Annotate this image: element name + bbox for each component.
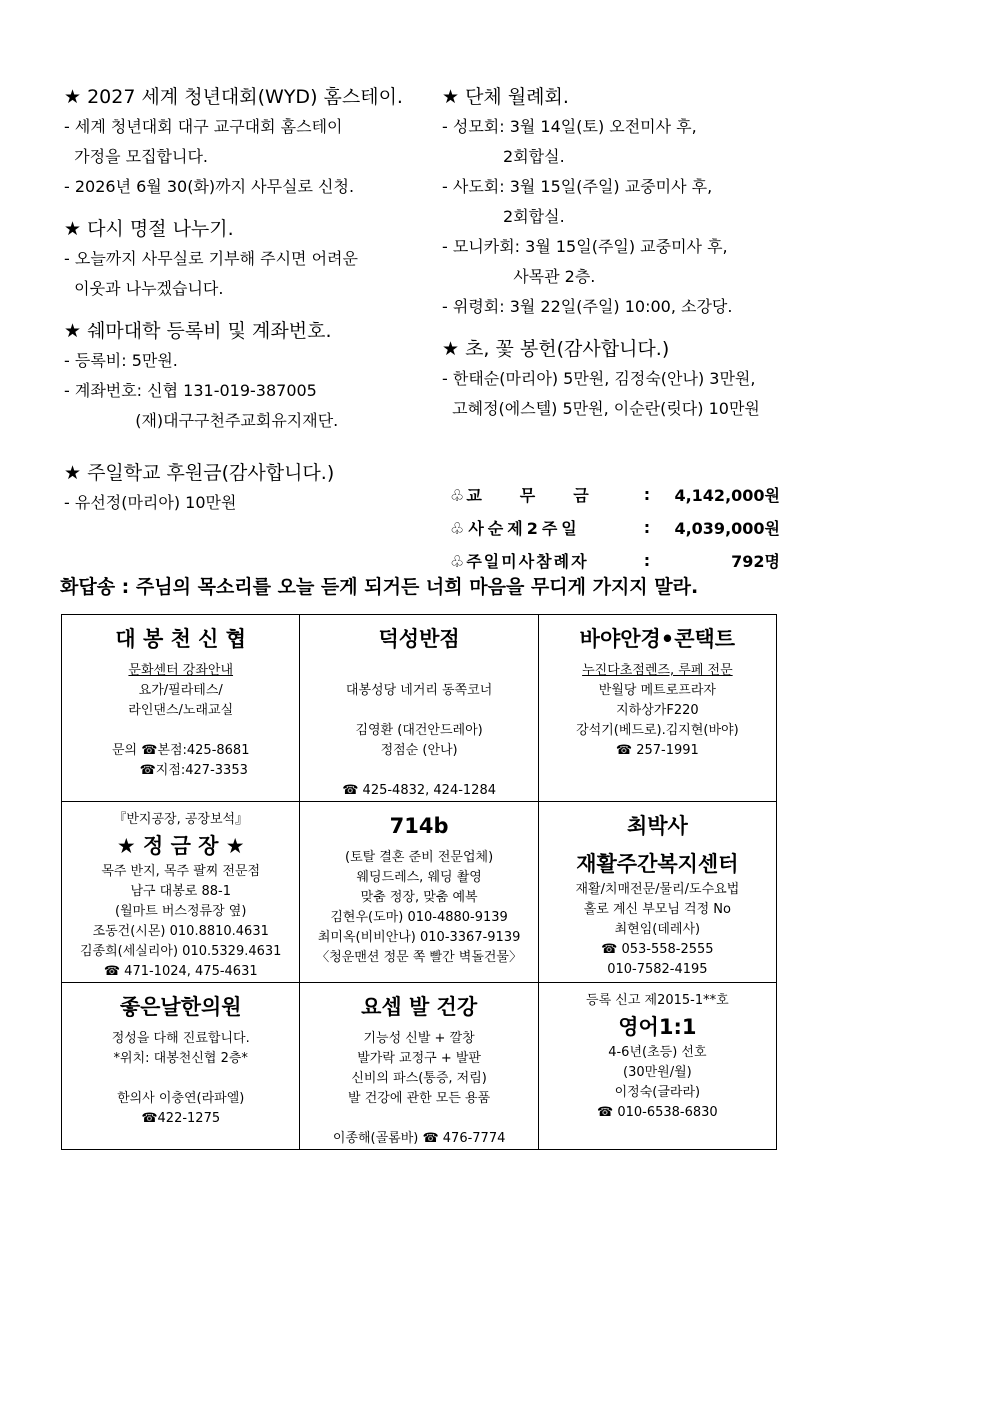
ad-line: 누진다초점렌즈, 루페 전문 <box>582 663 733 678</box>
ad-line: 지하상가F220 <box>616 703 699 718</box>
ad-line <box>62 721 299 741</box>
ad-cell <box>538 615 776 802</box>
notice-title: ★ 주일학교 후원금(감사합니다.) <box>64 462 335 484</box>
right-column <box>442 82 794 424</box>
ad-line <box>300 701 537 721</box>
ad-line <box>62 1069 299 1089</box>
ad-line: 기능성 신발 + 깔창 <box>363 1031 475 1046</box>
notice-title: ★ 초, 꽃 봉헌(감사합니다.) <box>442 338 670 360</box>
ad-cell <box>300 615 538 802</box>
offering-colon: : <box>643 551 651 570</box>
ad-title: 좋은날한의원 <box>119 995 242 1019</box>
ad-line: 〈청운맨션 정문 쪽 빨간 벽돌건물〉 <box>316 950 522 965</box>
ad-line: 이정숙(글라라) <box>614 1085 701 1100</box>
ad-title: ★ 정 금 장 ★ <box>116 834 245 858</box>
ad-line: (30만원/월) <box>623 1065 692 1080</box>
ad-spacer <box>300 653 537 661</box>
offering-label: ♧주일미사참례자 <box>450 552 589 571</box>
section-gap <box>442 322 794 334</box>
ad-line: ☎ 010-6538-6830 <box>597 1105 718 1120</box>
ad-line: 재활/치매전문/물리/도수요법 <box>575 882 740 897</box>
ad-line: ☎지점:427-3353 <box>113 763 248 778</box>
ad-cell <box>538 983 776 1150</box>
ad-line: 한의사 이충연(라파엘) <box>117 1091 245 1106</box>
notice-line: - 모니카회: 3월 15일(주일) 교중미사 후, <box>442 237 728 256</box>
left-column <box>64 82 436 518</box>
offering-row <box>450 511 780 544</box>
notice-line: - 2026년 6월 30(화)까지 사무실로 신청. <box>64 177 355 196</box>
notice-line: - 위령회: 3월 22일(주일) 10:00, 소강당. <box>442 297 733 316</box>
section-gap <box>64 202 436 214</box>
offering-value: 4,039,000원 <box>674 519 780 538</box>
ad-line: 발가락 교정구 + 발판 <box>357 1051 481 1066</box>
ad-line: (토탈 결혼 준비 전문업체) <box>345 850 494 865</box>
ad-line: 반월당 메트로프라자 <box>598 683 716 698</box>
notice-line: - 계좌번호: 신협 131-019-387005 <box>64 381 317 400</box>
ad-line: 문화센터 강좌안내 <box>128 663 234 678</box>
ad-line: 최현임(데레사) <box>614 922 701 937</box>
notice-line: - 한태순(마리아) 5만원, 김정숙(안나) 3만원, <box>442 369 756 388</box>
responsorial-psalm: 화답송 : 주님의 목소리를 오늘 듣게 되거든 너희 마음을 무디게 가지지 말라. <box>60 576 699 598</box>
ad-line: ☎422-1275 <box>141 1111 221 1126</box>
ad-line: 요가/필라테스/ <box>138 683 223 698</box>
ad-line: 발 건강에 관한 모든 용품 <box>348 1091 491 1106</box>
notice-title: ★ 단체 월례회. <box>442 86 569 108</box>
ad-cell <box>300 802 538 983</box>
ads-table <box>61 614 777 1150</box>
notice-line: 2회합실. <box>442 147 565 166</box>
ad-line: 신비의 파스(통증, 저림) <box>351 1071 487 1086</box>
ad-cell <box>300 983 538 1150</box>
notice-line: - 성모회: 3월 14일(토) 오전미사 후, <box>442 117 697 136</box>
notice-line: - 등록비: 5만원. <box>64 351 178 370</box>
ad-top-line: 『반지공장, 공장보석』 <box>113 812 249 827</box>
ad-spacer <box>62 653 299 661</box>
offering-value: 4,142,000원 <box>674 486 780 505</box>
ad-line: 대봉성당 네거리 동쪽코너 <box>345 683 493 698</box>
notice-line: 사목관 2층. <box>442 267 596 286</box>
ad-title: 재활주간복지센터 <box>576 852 739 876</box>
ad-title: 바야안경•콘택트 <box>579 627 736 651</box>
notice-title: ★ 쉐마대학 등록비 및 계좌번호. <box>64 320 332 342</box>
ad-title: 덕성반점 <box>378 627 460 651</box>
ad-title: 최박사 <box>626 814 688 838</box>
ad-line: 이종해(골롬바) ☎ 476-7774 <box>332 1131 506 1146</box>
ad-line: 조동건(시몬) 010.8810.4631 <box>92 924 269 939</box>
offering-summary <box>450 478 780 577</box>
ad-line: 강석기(베드로).김지현(바야) <box>576 723 739 738</box>
offering-value: 792명 <box>731 552 780 571</box>
ad-line: ☎ 257-1991 <box>615 743 699 758</box>
ad-spacer <box>300 840 537 848</box>
ad-line: 4-6년(초등) 선호 <box>608 1045 707 1060</box>
ad-line: 김영환 (대건안드레아) <box>355 723 483 738</box>
ad-line: 정점순 (안나) <box>380 743 458 758</box>
ad-line: 정성을 다해 진료합니다. <box>111 1031 250 1046</box>
ad-cell <box>62 983 300 1150</box>
section-gap <box>64 436 436 458</box>
ad-spacer <box>539 653 776 661</box>
ad-line: ☎ 471-1024, 475-4631 <box>103 964 258 979</box>
ad-title: 영어1:1 <box>618 1015 697 1039</box>
section-gap <box>64 304 436 316</box>
notice-title: ★ 다시 명절 나누기. <box>64 218 234 240</box>
ad-spacer <box>300 1021 537 1029</box>
ad-line: 웨딩드레스, 웨딩 촬영 <box>356 870 482 885</box>
ad-line: 010-7582-4195 <box>607 962 708 977</box>
offering-row <box>450 478 780 511</box>
ad-spacer <box>62 1021 299 1029</box>
ad-line: (월마트 버스정류장 옆) <box>115 904 247 919</box>
ad-cell <box>62 615 300 802</box>
ad-line: 남구 대봉로 88-1 <box>130 884 231 899</box>
ad-line: 최미옥(비비안나) 010-3367-9139 <box>317 930 521 945</box>
ad-line: 김현우(도마) 010-4880-9139 <box>330 910 508 925</box>
notice-line: - 세계 청년대회 대구 교구대회 홈스테이 <box>64 117 343 136</box>
ad-line: 목주 반지, 목주 팔찌 전문점 <box>101 864 261 879</box>
notice-line: 가정을 모집합니다. <box>64 147 208 166</box>
offering-label: ♧교 무 금 <box>450 486 591 505</box>
ad-line: 라인댄스/노래교실 <box>128 703 234 718</box>
offering-colon: : <box>643 485 651 504</box>
ad-title: 714b <box>389 814 449 838</box>
ad-line: ☎ 053-558-2555 <box>601 942 714 957</box>
ad-title: 대 봉 천 신 협 <box>115 627 247 651</box>
ad-line: 김종희(세실리아) 010.5329.4631 <box>80 944 282 959</box>
notice-line: (재)대구구천주교회유지재단. <box>64 411 339 430</box>
ad-line: *위치: 대봉천신협 2층* <box>113 1051 248 1066</box>
notice-line: - 유선정(마리아) 10만원 <box>64 493 237 512</box>
offering-label: ♧사순제2주일 <box>450 519 581 538</box>
notice-line: - 사도회: 3월 15일(주일) 교중미사 후, <box>442 177 713 196</box>
ad-line: ☎ 425-4832, 424-1284 <box>342 783 496 798</box>
ad-title: 요셉 발 건강 <box>361 995 478 1019</box>
notice-line: 고혜정(에스텔) 5만원, 이순란(릿다) 10만원 <box>442 399 760 418</box>
notice-line: 이웃과 나누겠습니다. <box>64 279 224 298</box>
notice-title: ★ 2027 세계 청년대회(WYD) 홈스테이. <box>64 86 403 108</box>
ad-line <box>300 661 537 681</box>
offering-colon: : <box>643 518 651 537</box>
notice-line: - 오늘까지 사무실로 기부해 주시면 어려운 <box>64 249 358 268</box>
ad-line <box>300 1109 537 1129</box>
ad-line: 문의 ☎본점:425-8681 <box>111 743 250 758</box>
ad-cell <box>538 802 776 983</box>
ad-top-line: 등록 신고 제2015-1**호 <box>586 993 729 1008</box>
notice-line: 2회합실. <box>442 207 565 226</box>
ad-line: 홀로 계신 부모님 걱정 No <box>583 902 731 917</box>
ad-line: 맞춤 정장, 맞춤 예복 <box>360 890 478 905</box>
ad-cell <box>62 802 300 983</box>
ad-line <box>300 761 537 781</box>
